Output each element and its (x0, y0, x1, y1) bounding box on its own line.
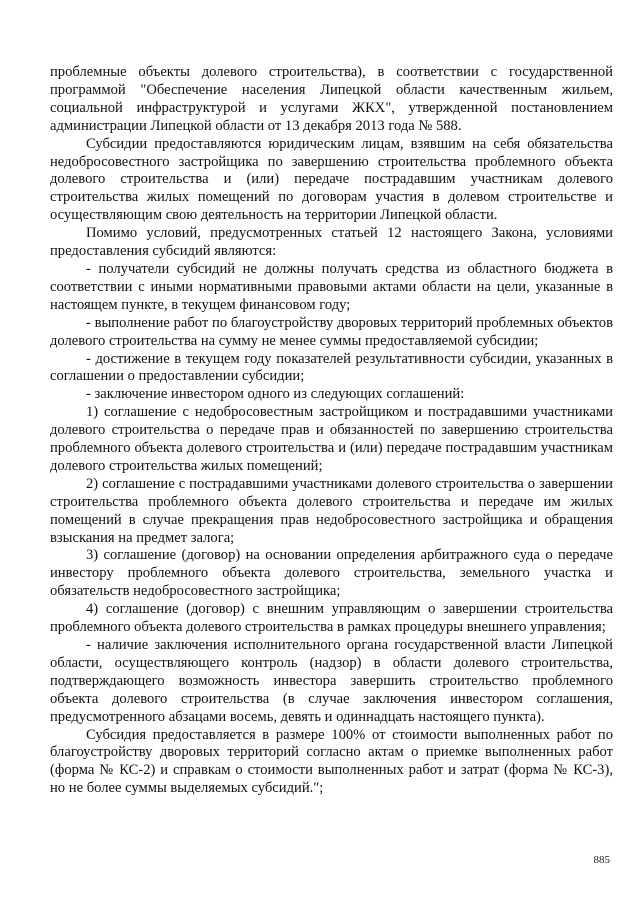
paragraph-9: 2) соглашение с пострадавшими участниками долевого строительства о завершении строительства проблемного объекта долевого строительства и передаче им жилых помещений в случае прекращения прав недобросовестного застройщика и обращения взыскания на предмет залога; (50, 475, 613, 546)
paragraph-7: - заключение инвестором одного из следующих соглашений: (86, 386, 465, 403)
paragraph-5: - выполнение работ по благоустройству дворовых территорий проблемных объектов долевого строительства на сумму не менее суммы предоставляемой субсидии; (50, 314, 613, 349)
paragraph-11: 4) соглашение (договор) с внешним управляющим о завершении строительства проблемного объекта долевого строительства в рамках процедуры внешнего управления; (50, 601, 613, 636)
page-number: 885 (593, 854, 610, 866)
paragraph-6: - достижение в текущем году показателей результативности субсидии, указанных в соглашении о предоставлении субсидии; (50, 350, 613, 385)
document-body (50, 64, 613, 798)
paragraph-1: проблемные объекты долевого строительства), в соответствии с государственной программой "Обеспечение населения Липецкой области качественным жильем, социальной инфраструктурой и услугами ЖКХ", утвержденной постановлением администрации Липецкой области от 13 декабря 2013 года № 588. (50, 64, 613, 134)
paragraph-4: - получатели субсидий не должны получать средства из областного бюджета в соответствии с иными нормативными правовыми актами области на цели, указанные в настоящем пункте, в текущем финансовом году; (50, 260, 613, 313)
paragraph-3: Помимо условий, предусмотренных статьей 12 настоящего Закона, условиями предоставления субсидий являются: (50, 225, 613, 260)
paragraph-12: - наличие заключения исполнительного органа государственной власти Липецкой области, осуществляющего контроль (надзор) в области долевого строительства, подтверждающего возможность инвестора завершить строительство проблемного объекта долевого строительства (в случае заключения инвестором соглашения, предусмотренного абзацами восемь, девять и одиннадцать настоящего пункта). (50, 637, 613, 725)
paragraph-2: Субсидии предоставляются юридическим лицам, взявшим на себя обязательства недобросовестного застройщика по завершению строительства проблемного объекта долевого строительства и (или) передаче пострадавшим участникам долевого строительства жилых помещений по договорам участия в долевом строительстве и осуществляющим свою деятельность на территории Липецкой области. (50, 135, 613, 224)
paragraph-8: 1) соглашение с недобросовестным застройщиком и пострадавшими участниками долевого строительства о передаче прав и обязанностей по завершению строительства проблемного объекта долевого строительства и (или) передаче пострадавшим участникам долевого строительства жилых помещений; (50, 404, 613, 474)
paragraph-13: Субсидия предоставляется в размере 100% от стоимости выполненных работ по благоустройству дворовых территорий согласно актам о приемке выполненных работ (форма № КС-2) и справкам о стоимости выполненных работ и затрат (форма № КС-3), но не более суммы выделяемых субсидий."; (50, 726, 613, 797)
paragraph-10: 3) соглашение (договор) на основании определения арбитражного суда о передаче инвестору проблемного объекта долевого строительства, земельного участка и обязательств недобросовестного застройщика; (50, 547, 613, 600)
